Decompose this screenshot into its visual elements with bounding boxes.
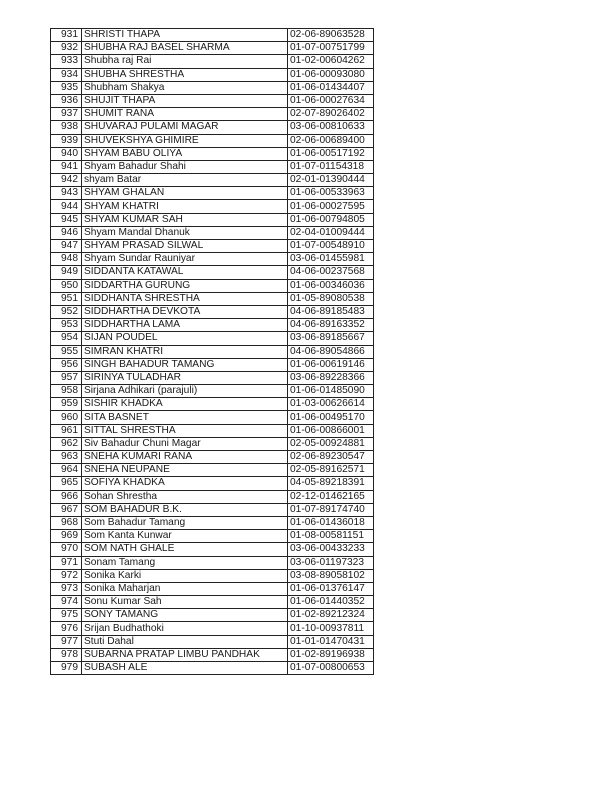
id-number-cell: 03-06-01455981: [288, 253, 374, 266]
person-name-cell: SITTAL SHRESTHA: [82, 424, 288, 437]
person-name-cell: SHYAM PRASAD SILWAL: [82, 240, 288, 253]
table-row: [51, 437, 374, 450]
table-row: [51, 68, 374, 81]
row-number-cell: 944: [51, 200, 82, 213]
id-number-cell: 01-10-00937811: [288, 622, 374, 635]
row-number-cell: 931: [51, 29, 82, 42]
row-number-cell: 936: [51, 94, 82, 107]
person-name-cell: Sonu Kumar Sah: [82, 596, 288, 609]
id-number-cell: 04-06-89054866: [288, 345, 374, 358]
row-number-cell: 975: [51, 609, 82, 622]
id-number-cell: 01-02-00604262: [288, 55, 374, 68]
id-number-cell: 04-05-89218391: [288, 477, 374, 490]
id-number-cell: 01-06-00517192: [288, 147, 374, 160]
table-row: [51, 29, 374, 42]
table-row: [51, 398, 374, 411]
table-row: [51, 174, 374, 187]
person-name-cell: Srijan Budhathoki: [82, 622, 288, 635]
row-number-cell: 974: [51, 596, 82, 609]
person-name-cell: Shyam Sundar Rauniyar: [82, 253, 288, 266]
id-number-cell: 02-01-01390444: [288, 174, 374, 187]
row-number-cell: 969: [51, 530, 82, 543]
id-number-cell: 01-06-01436018: [288, 516, 374, 529]
table-row: [51, 108, 374, 121]
row-number-cell: 962: [51, 437, 82, 450]
row-number-cell: 967: [51, 503, 82, 516]
id-number-cell: 02-05-89162571: [288, 464, 374, 477]
id-number-cell: 01-07-00751799: [288, 42, 374, 55]
person-name-cell: SHYAM BABU OLIYA: [82, 147, 288, 160]
person-name-cell: SISHIR KHADKA: [82, 398, 288, 411]
id-number-cell: 03-06-00433233: [288, 543, 374, 556]
row-number-cell: 951: [51, 292, 82, 305]
person-name-cell: SNEHA NEUPANE: [82, 464, 288, 477]
row-number-cell: 945: [51, 213, 82, 226]
id-number-cell: 03-08-89058102: [288, 569, 374, 582]
table-row: [51, 94, 374, 107]
table-row: [51, 569, 374, 582]
row-number-cell: 965: [51, 477, 82, 490]
table-row: [51, 411, 374, 424]
id-number-cell: 01-07-01154318: [288, 160, 374, 173]
id-number-cell: 03-06-89185667: [288, 332, 374, 345]
row-number-cell: 957: [51, 371, 82, 384]
id-number-cell: 03-06-89228366: [288, 371, 374, 384]
id-number-cell: 02-12-01462165: [288, 490, 374, 503]
table-row: [51, 160, 374, 173]
table-row: [51, 662, 374, 675]
id-number-cell: 02-05-00924881: [288, 437, 374, 450]
row-number-cell: 938: [51, 121, 82, 134]
row-number-cell: 971: [51, 556, 82, 569]
person-name-cell: SOM NATH GHALE: [82, 543, 288, 556]
table-row: [51, 319, 374, 332]
row-number-cell: 933: [51, 55, 82, 68]
person-name-cell: SHUJIT THAPA: [82, 94, 288, 107]
person-name-cell: SHUVEKSHYA GHIMIRE: [82, 134, 288, 147]
id-number-cell: 01-06-01440352: [288, 596, 374, 609]
id-number-cell: 04-06-89185483: [288, 305, 374, 318]
table-row: [51, 490, 374, 503]
id-number-cell: 01-02-89212324: [288, 609, 374, 622]
row-number-cell: 964: [51, 464, 82, 477]
row-number-cell: 953: [51, 319, 82, 332]
table-row: [51, 332, 374, 345]
id-number-cell: 01-06-00866001: [288, 424, 374, 437]
table-row: [51, 200, 374, 213]
table-row: [51, 292, 374, 305]
id-number-cell: 01-06-00027634: [288, 94, 374, 107]
person-name-cell: SHYAM KHATRI: [82, 200, 288, 213]
row-number-cell: 942: [51, 174, 82, 187]
row-number-cell: 949: [51, 266, 82, 279]
table-row: [51, 556, 374, 569]
id-number-cell: 01-03-00626614: [288, 398, 374, 411]
row-number-cell: 972: [51, 569, 82, 582]
row-number-cell: 961: [51, 424, 82, 437]
table-row: [51, 530, 374, 543]
id-number-cell: 01-06-00533963: [288, 187, 374, 200]
id-number-cell: 01-06-00027595: [288, 200, 374, 213]
table-row: [51, 42, 374, 55]
person-name-cell: Sonika Karki: [82, 569, 288, 582]
table-row: [51, 582, 374, 595]
row-number-cell: 963: [51, 451, 82, 464]
table-row: [51, 187, 374, 200]
id-number-cell: 01-06-00093080: [288, 68, 374, 81]
id-number-cell: 01-07-89174740: [288, 503, 374, 516]
row-number-cell: 955: [51, 345, 82, 358]
row-number-cell: 978: [51, 648, 82, 661]
id-number-cell: 01-06-00495170: [288, 411, 374, 424]
row-number-cell: 934: [51, 68, 82, 81]
person-name-cell: Som Kanta Kunwar: [82, 530, 288, 543]
row-number-cell: 950: [51, 279, 82, 292]
person-name-cell: SOM BAHADUR B.K.: [82, 503, 288, 516]
row-number-cell: 954: [51, 332, 82, 345]
id-number-cell: 04-06-89163352: [288, 319, 374, 332]
id-number-cell: 01-06-01434407: [288, 81, 374, 94]
person-name-cell: SUBASH ALE: [82, 662, 288, 675]
id-number-cell: 01-06-01376147: [288, 582, 374, 595]
person-name-cell: Shubha raj Rai: [82, 55, 288, 68]
person-name-cell: SINGH BAHADUR TAMANG: [82, 358, 288, 371]
person-name-cell: Shyam Bahadur Shahi: [82, 160, 288, 173]
table-row: [51, 213, 374, 226]
row-number-cell: 960: [51, 411, 82, 424]
person-name-cell: Sonam Tamang: [82, 556, 288, 569]
table-row: [51, 503, 374, 516]
person-name-cell: Shyam Mandal Dhanuk: [82, 226, 288, 239]
table-row: [51, 55, 374, 68]
table-row: [51, 385, 374, 398]
person-name-cell: SIDDHANTA SHRESTHA: [82, 292, 288, 305]
id-number-cell: 01-06-00619146: [288, 358, 374, 371]
table-row: [51, 358, 374, 371]
person-name-cell: SUBARNA PRATAP LIMBU PANDHAK: [82, 648, 288, 661]
table-row: [51, 596, 374, 609]
person-name-cell: SHUBHA SHRESTHA: [82, 68, 288, 81]
id-number-cell: 02-06-00689400: [288, 134, 374, 147]
table-row: [51, 609, 374, 622]
person-name-cell: SONY TAMANG: [82, 609, 288, 622]
person-name-cell: SIDDHARTHA DEVKOTA: [82, 305, 288, 318]
table-row: [51, 253, 374, 266]
table-row: [51, 477, 374, 490]
person-name-cell: SIJAN POUDEL: [82, 332, 288, 345]
id-number-cell: 01-07-00800653: [288, 662, 374, 675]
row-number-cell: 943: [51, 187, 82, 200]
row-number-cell: 958: [51, 385, 82, 398]
id-number-cell: 03-06-01197323: [288, 556, 374, 569]
row-number-cell: 952: [51, 305, 82, 318]
person-name-cell: SHUMIT RANA: [82, 108, 288, 121]
table-row: [51, 226, 374, 239]
row-number-cell: 946: [51, 226, 82, 239]
id-number-cell: 01-06-00794805: [288, 213, 374, 226]
row-number-cell: 959: [51, 398, 82, 411]
id-number-cell: 01-05-89080538: [288, 292, 374, 305]
person-name-cell: SHRISTI THAPA: [82, 29, 288, 42]
row-number-cell: 956: [51, 358, 82, 371]
person-name-cell: Sonika Maharjan: [82, 582, 288, 595]
person-name-cell: SIDDHARTHA LAMA: [82, 319, 288, 332]
row-number-cell: 941: [51, 160, 82, 173]
table-row: [51, 345, 374, 358]
person-name-cell: SIMRAN KHATRI: [82, 345, 288, 358]
person-name-cell: SNEHA KUMARI RANA: [82, 451, 288, 464]
id-number-cell: 01-01-01470431: [288, 635, 374, 648]
person-name-cell: SHYAM GHALAN: [82, 187, 288, 200]
person-name-cell: Siv Bahadur Chuni Magar: [82, 437, 288, 450]
person-name-cell: Som Bahadur Tamang: [82, 516, 288, 529]
table-row: [51, 279, 374, 292]
row-number-cell: 939: [51, 134, 82, 147]
id-number-cell: 02-04-01009444: [288, 226, 374, 239]
person-name-cell: SHYAM KUMAR SAH: [82, 213, 288, 226]
row-number-cell: 947: [51, 240, 82, 253]
table-row: [51, 543, 374, 556]
person-name-cell: Shubham Shakya: [82, 81, 288, 94]
table-row: [51, 305, 374, 318]
table-row: [51, 451, 374, 464]
row-number-cell: 977: [51, 635, 82, 648]
row-number-cell: 940: [51, 147, 82, 160]
person-name-cell: SHUBHA RAJ BASEL SHARMA: [82, 42, 288, 55]
id-number-cell: 01-02-89196938: [288, 648, 374, 661]
id-number-cell: 01-06-01485090: [288, 385, 374, 398]
records-table-body: [51, 29, 374, 675]
table-row: [51, 121, 374, 134]
id-number-cell: 02-06-89230547: [288, 451, 374, 464]
person-name-cell: Stuti Dahal: [82, 635, 288, 648]
table-row: [51, 516, 374, 529]
table-row: [51, 648, 374, 661]
table-row: [51, 464, 374, 477]
table-row: [51, 81, 374, 94]
person-name-cell: SHUVARAJ PULAMI MAGAR: [82, 121, 288, 134]
id-number-cell: 01-07-00548910: [288, 240, 374, 253]
table-row: [51, 134, 374, 147]
table-row: [51, 240, 374, 253]
id-number-cell: 02-06-89063528: [288, 29, 374, 42]
row-number-cell: 935: [51, 81, 82, 94]
person-name-cell: SIDDARTHA GURUNG: [82, 279, 288, 292]
id-number-cell: 04-06-00237568: [288, 266, 374, 279]
id-number-cell: 03-06-00810633: [288, 121, 374, 134]
row-number-cell: 948: [51, 253, 82, 266]
person-name-cell: SOFIYA KHADKA: [82, 477, 288, 490]
table-row: [51, 424, 374, 437]
table-row: [51, 266, 374, 279]
id-number-cell: 01-08-00581151: [288, 530, 374, 543]
table-row: [51, 622, 374, 635]
row-number-cell: 979: [51, 662, 82, 675]
table-row: [51, 371, 374, 384]
table-row: [51, 147, 374, 160]
row-number-cell: 968: [51, 516, 82, 529]
row-number-cell: 970: [51, 543, 82, 556]
table-row: [51, 635, 374, 648]
records-table: [50, 28, 374, 675]
row-number-cell: 932: [51, 42, 82, 55]
row-number-cell: 976: [51, 622, 82, 635]
person-name-cell: SIDDANTA KATAWAL: [82, 266, 288, 279]
person-name-cell: SIRINYA TULADHAR: [82, 371, 288, 384]
person-name-cell: Sirjana Adhikari (parajuli): [82, 385, 288, 398]
row-number-cell: 937: [51, 108, 82, 121]
row-number-cell: 966: [51, 490, 82, 503]
id-number-cell: 01-06-00346036: [288, 279, 374, 292]
id-number-cell: 02-07-89026402: [288, 108, 374, 121]
person-name-cell: SITA BASNET: [82, 411, 288, 424]
person-name-cell: Sohan Shrestha: [82, 490, 288, 503]
person-name-cell: shyam Batar: [82, 174, 288, 187]
row-number-cell: 973: [51, 582, 82, 595]
